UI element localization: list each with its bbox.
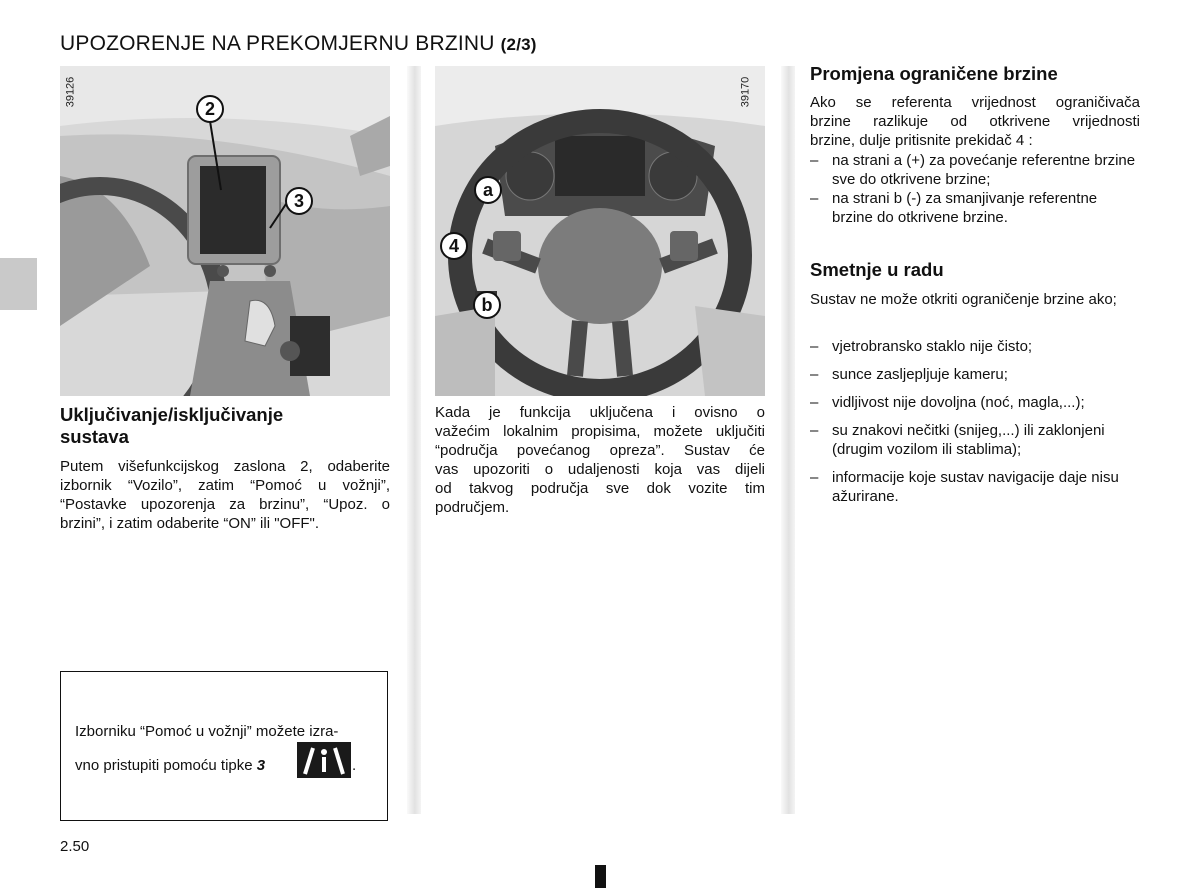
list-item: – vjetrobransko staklo nije čisto; [810, 338, 1033, 355]
change-list [810, 151, 1140, 227]
note-box: Izborniku “Pomoć u vožnji” možete izra- vno pristupiti pomoću tipke 3 . [60, 671, 388, 821]
list-item: – su znakovi nečitki (snijeg,...) ili zaklonjeni (drugim vozilom ili stablima); [810, 422, 1105, 458]
note-line: Izborniku “Pomoć u vožnji” možete izra- [75, 723, 339, 740]
list-item: – informacije koje sustav navigacije daje nisu ažurirane. [810, 469, 1119, 505]
callout-b: b [473, 291, 501, 319]
section-heading-issues: Smetnje u radu [810, 259, 944, 280]
section-heading-change: Promjena ograničene brzine [810, 63, 1058, 84]
callout-4: 4 [440, 232, 468, 260]
list-item: – na strani a (+) za povećanje referentne brzine sve do otkrivene brzine; [810, 152, 1136, 188]
steering-wheel-figure [435, 66, 765, 396]
list-item: – vidljivost nije dovoljna (noć, magla,...); [810, 394, 1085, 411]
callout-a: a [474, 176, 502, 204]
title-text: UPOZORENJE NA PREKOMJERNU BRZINU [60, 32, 495, 56]
callout-2: 2 [196, 95, 224, 123]
caution-zone-paragraph: Kada je funkcija uključena i ovisno o važećim lokalnim propisima, možete uključiti “područja povećanog opreza”. Sustav će vas upozoriti o udaljenosti koja vas dijeli od takvog područja sve dok vozite tim područjem. [435, 404, 765, 516]
issues-intro: Sustav ne može otkriti ograničenje brzine ako; [810, 291, 1117, 308]
note-line: vno pristupiti pomoću tipke 3 [75, 757, 266, 774]
callout-3: 3 [285, 187, 313, 215]
section-heading-toggle: Uključivanje/isključivanje sustava [60, 404, 284, 447]
driving-assist-key-icon [297, 742, 351, 778]
page-number: 2.50 [60, 838, 90, 855]
change-intro: Ako se referenta vrijednost ograničivača brzine razlikuje od otkrivene vrijednosti brzine, dulje pritisnite prekidač 4 : [810, 94, 1140, 149]
issues-list [810, 337, 1140, 506]
figure-code: 39170 [739, 76, 752, 108]
list-item: – sunce zasljepljuje kameru; [810, 366, 1008, 383]
title-part: (2/3) [500, 35, 537, 55]
list-item: – na strani b (-) za smanjivanje referentne brzine do otkrivene brzine. [810, 190, 1098, 226]
figure-code: 39126 [64, 76, 77, 108]
toggle-paragraph: Putem višefunkcijskog zaslona 2, odaberite izbornik “Vozilo”, zatim “Pomoć u vožnji”, “Postavke upozorenja za brzinu”, “Upoz. o brzini”, i zatim odaberite “ON” ili "OFF". [60, 458, 390, 532]
footer-mark [595, 865, 606, 888]
